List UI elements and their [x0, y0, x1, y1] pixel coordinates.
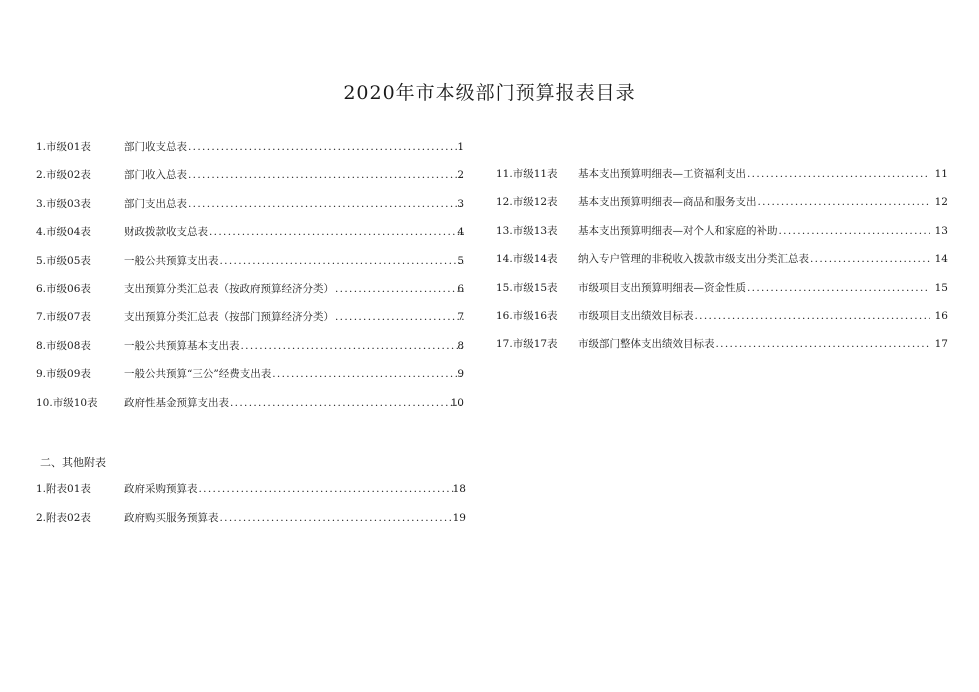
dot-leader	[241, 338, 465, 354]
toc-entry[interactable]	[496, 223, 948, 239]
toc-entry[interactable]	[36, 366, 464, 382]
toc-entry-code: 11.市级11表	[496, 168, 558, 180]
toc-entry-code: 7.市级07表	[36, 311, 91, 324]
toc-entry-code: 14.市级14表	[496, 253, 558, 266]
toc-entry-code: 15.市级15表	[496, 281, 558, 294]
dot-leader	[779, 223, 931, 239]
toc-entry-title: 基本支出预算明细表—商品和服务支出	[578, 196, 757, 209]
toc-entry-code: 17.市级17表	[496, 338, 558, 351]
toc-entry-code: 3.市级03表	[36, 197, 91, 210]
toc-entry-page-number: 15	[934, 281, 948, 294]
toc-entry-page-number: 3	[457, 197, 464, 210]
toc-entry-code: 6.市级06表	[36, 283, 91, 295]
toc-entry[interactable]	[496, 336, 948, 352]
toc-entry-code: 12.市级12表	[496, 196, 558, 209]
toc-entry-title: 部门收入总表	[124, 169, 187, 182]
section-heading-other: 二、其他附表	[40, 456, 106, 469]
toc-entry[interactable]	[36, 253, 464, 269]
toc-entry[interactable]	[36, 510, 466, 526]
toc-entry-title: 支出预算分类汇总表（按政府预算经济分类）	[124, 283, 334, 295]
toc-entry-title: 一般公共预算基本支出表	[124, 339, 240, 352]
toc-entry-code: 10.市级10表	[36, 396, 98, 409]
toc-entry-title: 部门支出总表	[124, 197, 187, 210]
toc-entry-page-number: 17	[934, 338, 948, 351]
dot-leader	[188, 139, 464, 155]
dot-leader	[758, 194, 931, 210]
toc-entry[interactable]	[36, 309, 464, 325]
dot-leader	[747, 166, 930, 182]
dot-leader	[716, 336, 931, 352]
toc-entry-title: 纳入专户管理的非税收入拨款市级支出分类汇总表	[578, 253, 809, 266]
toc-entry[interactable]	[496, 194, 948, 210]
toc-entry-page-number: 6	[457, 283, 464, 295]
toc-entry-title: 政府性基金预算支出表	[124, 396, 229, 409]
toc-entry-code: 2.附表02表	[36, 512, 91, 524]
toc-entry-title: 政府购买服务预算表	[124, 512, 219, 524]
toc-entry-page-number: 4	[457, 226, 464, 239]
toc-entry-title: 政府采购预算表	[124, 483, 198, 495]
toc-entry[interactable]	[496, 308, 948, 324]
toc-entry-page-number: 5	[457, 254, 464, 267]
toc-entry-code: 16.市级16表	[496, 310, 558, 322]
toc-entry-page-number: 11	[934, 168, 948, 180]
dot-leader	[810, 251, 930, 267]
toc-entry-code: 9.市级09表	[36, 368, 91, 381]
toc-entry-code: 2.市级02表	[36, 169, 91, 182]
toc-entry[interactable]	[36, 281, 464, 297]
toc-entry-code: 8.市级08表	[36, 339, 91, 352]
toc-entry-page-number: 10	[450, 396, 464, 409]
dot-leader	[199, 481, 455, 497]
dot-leader	[188, 196, 464, 212]
toc-entry-page-number: 13	[934, 224, 948, 237]
toc-entry[interactable]	[36, 224, 464, 240]
toc-entry[interactable]	[36, 196, 464, 212]
toc-entry[interactable]	[36, 139, 464, 155]
toc-entry[interactable]	[496, 280, 948, 296]
toc-entry-code: 1.附表01表	[36, 483, 91, 495]
page-title: 2020年市本级部门预算报表目录	[343, 82, 636, 104]
dot-leader	[272, 366, 464, 382]
toc-entry-page-number: 19	[452, 512, 466, 524]
toc-entry-title: 市级项目支出预算明细表—资金性质	[578, 281, 746, 294]
toc-entry-page-number: 1	[457, 141, 464, 153]
toc-entry-title: 市级部门整体支出绩效目标表	[578, 338, 715, 351]
toc-entry-title: 部门收支总表	[124, 141, 187, 153]
dot-leader	[209, 224, 464, 240]
toc-entry-page-number: 16	[934, 310, 948, 322]
toc-entry[interactable]	[36, 338, 464, 354]
toc-entry[interactable]	[496, 166, 948, 182]
toc-entry-page-number: 18	[452, 483, 466, 495]
toc-entry-code: 13.市级13表	[496, 224, 558, 237]
toc-entry-page-number: 8	[457, 339, 464, 352]
toc-entry-title: 一般公共预算支出表	[124, 254, 219, 267]
dot-leader	[747, 280, 930, 296]
toc-entry-title: 基本支出预算明细表—工资福利支出	[578, 168, 746, 180]
toc-entry-title: 支出预算分类汇总表（按部门预算经济分类）	[124, 311, 334, 324]
toc-entry-code: 5.市级05表	[36, 254, 91, 267]
toc-entry-title: 一般公共预算“三公”经费支出表	[124, 368, 272, 381]
toc-entry[interactable]	[36, 481, 466, 497]
toc-entry-code: 1.市级01表	[36, 141, 91, 153]
toc-entry-page-number: 2	[457, 169, 464, 182]
toc-entry[interactable]	[36, 395, 464, 411]
toc-entry-page-number: 9	[457, 368, 464, 381]
dot-leader	[188, 167, 464, 183]
dot-leader	[695, 308, 931, 324]
toc-entry-page-number: 7	[457, 311, 464, 324]
toc-entry-title: 基本支出预算明细表—对个人和家庭的补助	[578, 224, 778, 237]
toc-entry-code: 4.市级04表	[36, 226, 91, 239]
toc-entry[interactable]	[496, 251, 948, 267]
toc-entry-page-number: 14	[934, 253, 948, 266]
toc-entry-title: 财政拨款收支总表	[124, 226, 208, 239]
dot-leader	[220, 510, 455, 526]
dot-leader	[220, 253, 465, 269]
toc-entry-page-number: 12	[934, 196, 948, 209]
toc-entry-title: 市级项目支出绩效目标表	[578, 310, 694, 322]
toc-entry[interactable]	[36, 167, 464, 183]
dot-leader	[230, 395, 464, 411]
